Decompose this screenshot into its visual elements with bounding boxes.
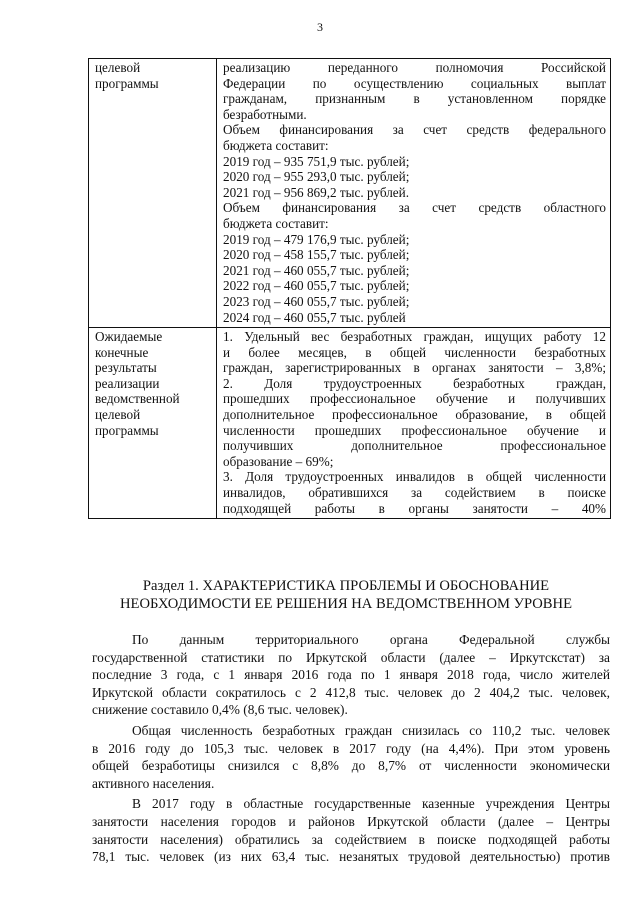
body-text [92, 631, 610, 866]
paragraph-line: Иркутской области сократилось с 2 412,8 тыс. человек до 2 404,2 тыс. человек, [92, 684, 610, 700]
content-line: инвалидов, обратившихся за содействием в поиске [223, 485, 606, 501]
content-line: Объем финансирования за счет средств областного [223, 200, 606, 216]
section-title-line: НЕОБХОДИМОСТИ ЕЕ РЕШЕНИЯ НА ВЕДОМСТВЕННОМ УРОВНЕ [120, 595, 572, 612]
row-label-line: программы [95, 75, 159, 91]
content-line: получивших дополнительное профессиональное [223, 438, 606, 454]
content-line: граждан, зарегистрированных в органах занятости – 3,8%; [223, 360, 606, 376]
program-passport-table [88, 58, 611, 519]
paragraph-line: в 2016 году до 105,3 тыс. человек в 2017 году (на 4,4%). При этом уровень [92, 740, 610, 756]
content-line: 3. Доля трудоустроенных инвалидов в общей численности [223, 469, 606, 485]
funding-year-line: 2020 год – 955 293,0 тыс. рублей; [223, 169, 410, 185]
paragraph-line: общей безработицы снизился с 8,8% до 8,7% от численности экономически [92, 758, 610, 774]
paragraph-1 [92, 631, 610, 719]
content-line: численности прошедших профессиональное обучение и [223, 422, 606, 438]
row-label-line: конечные [95, 344, 149, 360]
table-row-expected-results [89, 328, 611, 519]
content-line: прошедших профессиональное обучение и получивших [223, 391, 606, 407]
row-label-line: результаты [95, 360, 157, 376]
content-line: реализацию переданного полномочия Российской [223, 60, 606, 75]
content-line: подходящей работы в органы занятости – 40% [223, 500, 606, 516]
content-line: Объем финансирования за счет средств федерального [223, 122, 606, 138]
paragraph-3 [92, 795, 610, 865]
content-line: 1. Удельный вес безработных граждан, ищущих работу 12 [223, 329, 606, 345]
row-label-line: ведомственной [95, 391, 180, 407]
content-line: бюджета составит: [223, 137, 329, 153]
paragraph-line: государственной статистики по Иркутской области (далее – Иркутскстат) за [92, 649, 610, 665]
paragraph-line: последние 3 года, с 1 января 2016 года по 1 января 2018 года, число жителей [92, 667, 610, 683]
paragraph-line: Общая численность безработных граждан снизилась со 110,2 тыс. человек [132, 722, 610, 738]
row-label-line: целевой [95, 60, 141, 75]
funding-year-line: 2020 год – 458 155,7 тыс. рублей; [223, 247, 410, 263]
content-line: бюджета составит: [223, 215, 329, 231]
content-line: Федерации по осуществлению социальных выплат [223, 75, 606, 91]
paragraph-line: По данным территориального органа Федеральной службы [132, 632, 610, 647]
section-title-line: Раздел 1. ХАРАКТЕРИСТИКА ПРОБЛЕМЫ И ОБОСНОВАНИЕ [142, 578, 550, 594]
row-label-line: программы [95, 422, 159, 438]
content-line: 2. Доля трудоустроенных безработных граждан, [223, 375, 606, 391]
row-label-line: целевой [95, 407, 141, 423]
row-label-cell [89, 59, 217, 328]
paragraph-line: снижение составило 0,4% (8,6 тыс. человек). [92, 702, 348, 718]
content-line: дополнительное профессиональное образование, в общей [223, 407, 606, 423]
content-line: и более месяцев, в общей численности безработных [223, 344, 606, 360]
funding-year-line: 2023 год – 460 055,7 тыс. рублей; [223, 293, 410, 309]
page-number: 3 [317, 20, 323, 34]
paragraph-line: занятости населения) обратились за содействием в поиске подходящей работы [92, 831, 610, 847]
funding-year-line: 2021 год – 956 869,2 тыс. рублей. [223, 184, 409, 200]
row-label-line: Ожидаемые [95, 329, 163, 345]
row-content-cell [217, 328, 611, 519]
funding-year-line: 2022 год – 460 055,7 тыс. рублей; [223, 278, 410, 294]
funding-year-line: 2019 год – 935 751,9 тыс. рублей; [223, 153, 410, 169]
funding-year-line: 2021 год – 460 055,7 тыс. рублей; [223, 262, 410, 278]
content-line: образование – 69%; [223, 453, 334, 469]
row-label-line: реализации [95, 375, 160, 391]
paragraph-line: занятости населения городов и районов Иркутской области (далее – Центры [92, 813, 610, 829]
table-row-target-program [89, 59, 611, 328]
funding-year-line: 2024 год – 460 055,7 тыс. рублей [223, 309, 406, 325]
section-title [80, 578, 612, 613]
paragraph-line: активного населения. [92, 775, 215, 791]
paragraph-line: 78,1 тыс. человек (из них 63,4 тыс. незанятых трудовой деятельностью) против [92, 849, 610, 865]
funding-year-line: 2019 год – 479 176,9 тыс. рублей; [223, 231, 410, 247]
paragraph-line: В 2017 году в областные государственные казенные учреждения Центры [132, 796, 610, 812]
row-content-cell [217, 59, 611, 328]
paragraph-2 [92, 722, 610, 792]
content-line: безработными. [223, 106, 307, 122]
content-line: гражданам, признанным в установленном порядке [223, 91, 606, 107]
row-label-cell [89, 328, 217, 519]
